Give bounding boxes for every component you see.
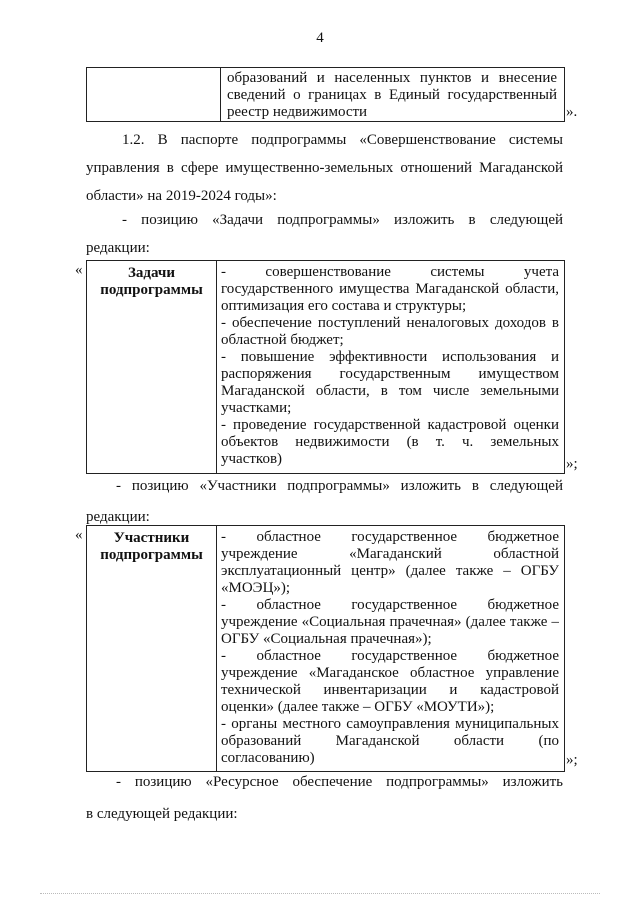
text-line: образований Магаданской области (по — [221, 733, 559, 749]
text-line: 1.2. В паспорте подпрограммы «Совершенствование системы — [122, 132, 563, 148]
top-table-right-cell — [227, 70, 557, 121]
heading-line: подпрограммы — [100, 547, 203, 563]
heading-line: Задачи — [127, 265, 175, 281]
text-line: в следующей редакции: — [86, 806, 238, 822]
heading-line: подпрограммы — [100, 282, 203, 298]
text-line: распоряжения государственным имуществом — [221, 366, 559, 382]
text-line: участками; — [221, 400, 292, 416]
text-line: - областное государственное бюджетное — [221, 529, 559, 545]
participants-heading — [87, 530, 216, 564]
top-table-left-cell — [87, 68, 221, 121]
text-line: - повышение эффективности использования и — [221, 349, 559, 365]
text-line: согласованию) — [221, 750, 315, 766]
top-table — [86, 67, 565, 122]
page-number: 4 — [316, 30, 324, 46]
paragraph-3 — [86, 472, 563, 531]
text-line: редакции: — [86, 509, 150, 525]
text-line: сведений о границах в Единый государственный — [227, 87, 557, 103]
text-line: государственного имущества Магаданской области, — [221, 281, 559, 297]
text-line: эксплуатационный центр» (далее также – ОГБУ — [221, 563, 559, 579]
text-line: - областное государственное бюджетное — [221, 597, 559, 613]
opening-quote: « — [75, 262, 83, 278]
text-line: - областное государственное бюджетное — [221, 648, 559, 664]
text-line: учреждение «Социальная прачечная» (далее также – — [221, 614, 559, 630]
text-line: ОГБУ «Социальная прачечная»); — [221, 631, 432, 647]
text-line: «МОЭЦ»); — [221, 580, 291, 596]
text-line: оптимизация его состава и структуры; — [221, 298, 467, 314]
text-line: реестр недвижимости — [227, 104, 368, 120]
participants-table — [86, 525, 565, 772]
text-line: управления в сфере имущественно-земельных отношений Магаданской — [86, 160, 563, 176]
text-line: редакции: — [86, 240, 150, 256]
text-line: учреждение «Магаданский областной — [221, 546, 559, 562]
tasks-heading — [87, 265, 216, 299]
paragraph-1 — [86, 126, 563, 210]
text-line: - позицию «Ресурсное обеспечение подпрограммы» изложить — [116, 774, 563, 790]
text-line: Магаданской области, в том числе земельными — [221, 383, 559, 399]
text-line: - позицию «Задачи подпрограммы» изложить в следующей — [122, 212, 563, 228]
paragraph-4 — [86, 768, 563, 828]
text-line: участков) — [221, 451, 283, 467]
text-line: - органы местного самоуправления муниципальных — [221, 716, 559, 732]
tasks-table — [86, 260, 565, 474]
text-line: - совершенствование системы учета — [221, 264, 559, 280]
text-line: - проведение государственной кадастровой оценки — [221, 417, 559, 433]
closing-quote: »; — [566, 456, 578, 472]
text-line: оценки» (далее также – ОГБУ «МОУТИ»); — [221, 699, 495, 715]
scan-footer-divider — [40, 893, 600, 894]
text-line: - обеспечение поступлений неналоговых доходов в — [221, 315, 559, 331]
paragraph-2 — [86, 206, 563, 262]
closing-quote: ». — [566, 104, 578, 120]
opening-quote: « — [75, 527, 83, 543]
text-line: областной бюджет; — [221, 332, 344, 348]
text-line: технической инвентаризации и кадастровой — [221, 682, 559, 698]
text-line: образований и населенных пунктов и внесение — [227, 70, 557, 86]
text-line: учреждение «Магаданское областное управление — [221, 665, 559, 681]
text-line: - позицию «Участники подпрограммы» изложить в следующей — [116, 478, 563, 494]
text-line: объектов недвижимости (в т. ч. земельных — [221, 434, 559, 450]
closing-quote: »; — [566, 752, 578, 768]
text-line: области» на 2019-2024 годы»: — [86, 188, 277, 204]
heading-line: Участники — [113, 530, 190, 546]
participants-table-content-cell — [221, 529, 559, 767]
tasks-table-content-cell — [221, 264, 559, 468]
